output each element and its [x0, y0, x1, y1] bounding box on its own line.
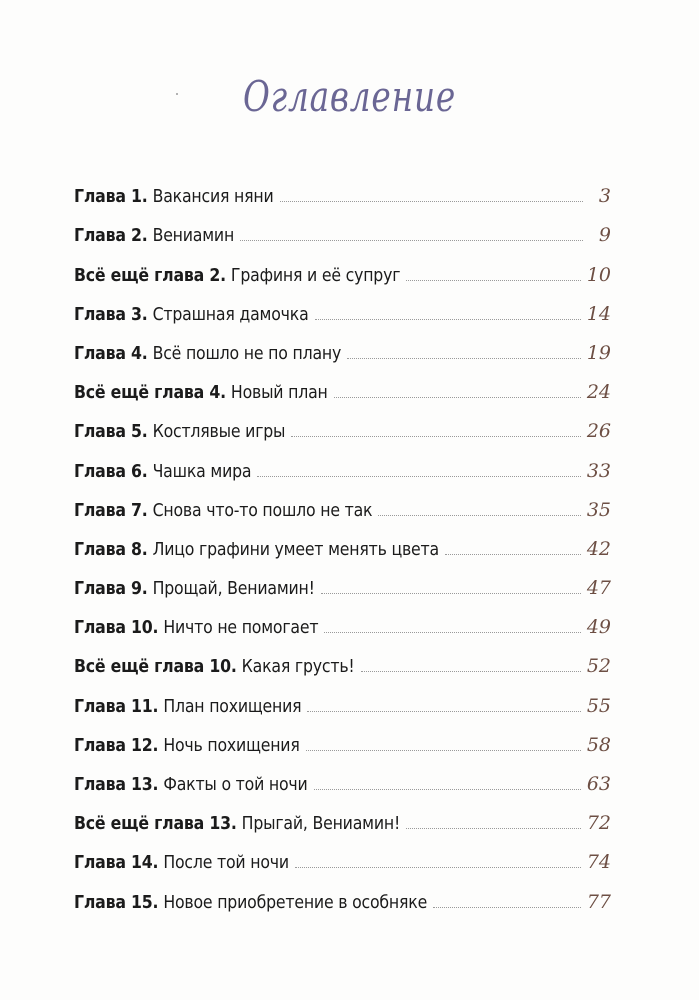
chapter-label: Глава 11.: [74, 696, 159, 717]
toc-entry: [74, 403, 611, 442]
toc-entry: [74, 638, 611, 677]
table-of-contents: [74, 168, 611, 913]
page-number: 9: [598, 224, 611, 247]
chapter-label: Глава 2.: [74, 226, 148, 247]
chapter-title: План похищения: [163, 696, 302, 717]
dot-leader: [347, 358, 581, 359]
toc-entry: [74, 325, 611, 364]
chapter-label: Глава 14.: [74, 853, 159, 874]
toc-entry: [74, 795, 611, 834]
toc-entry: [74, 521, 611, 560]
toc-entry: [74, 364, 611, 403]
chapter-label: Глава 10.: [74, 618, 159, 639]
page-number: 49: [586, 616, 611, 639]
page-number: 42: [586, 537, 611, 560]
page-number: 58: [586, 733, 611, 756]
chapter-title: Какая грусть!: [241, 657, 355, 678]
chapter-label: Всё ещё глава 10.: [74, 657, 237, 678]
chapter-title: Вениамин: [152, 226, 235, 247]
chapter-title: Прыгай, Вениамин!: [241, 814, 401, 835]
chapter-title: Страшная дамочка: [152, 304, 309, 325]
dot-leader: [433, 907, 581, 908]
toc-entry: [74, 246, 611, 285]
page-number: 74: [586, 851, 611, 874]
chapter-label: Глава 12.: [74, 735, 159, 756]
chapter-title: После той ночи: [163, 853, 289, 874]
chapter-title: Костлявые игры: [152, 422, 286, 443]
chapter-label: Глава 8.: [74, 539, 148, 560]
toc-entry: [74, 717, 611, 756]
chapter-label: Глава 13.: [74, 775, 159, 795]
toc-entry: [74, 560, 611, 599]
toc-entry: [74, 873, 611, 912]
page-number: 24: [586, 381, 611, 404]
toc-entry: [74, 286, 611, 325]
page-number: 33: [586, 459, 611, 482]
dot-leader: [334, 397, 581, 398]
dot-leader: [240, 240, 583, 241]
page-number: 35: [586, 498, 611, 521]
dot-leader: [361, 671, 581, 672]
chapter-title: Графиня и её супруг: [230, 265, 401, 286]
page-title: Оглавление: [243, 72, 456, 121]
page-number: 52: [586, 655, 611, 678]
chapter-title: Факты о той ночи: [163, 775, 308, 795]
chapter-title: Всё пошло не по плану: [152, 343, 342, 364]
dot-leader: [406, 280, 581, 281]
dot-leader: [406, 828, 581, 829]
toc-entry: [74, 442, 611, 481]
dot-leader: [306, 750, 581, 751]
page-number: 77: [586, 890, 611, 913]
page-number: 47: [586, 577, 611, 600]
dot-leader: [257, 476, 580, 477]
toc-entry: [74, 756, 611, 795]
chapter-title: Чашка мира: [152, 461, 252, 482]
chapter-title: Снова что-то пошло не так: [152, 500, 373, 521]
chapter-label: Всё ещё глава 4.: [74, 383, 226, 404]
toc-entry: [74, 207, 611, 246]
dot-leader: [291, 436, 581, 437]
page-number: 10: [586, 263, 611, 286]
toc-entry: [74, 168, 611, 207]
chapter-label: Глава 9.: [74, 579, 148, 600]
page-number: 19: [586, 341, 611, 364]
chapter-label: Глава 4.: [74, 343, 148, 364]
chapter-title: Ничто не помогает: [163, 618, 319, 639]
chapter-label: Глава 3.: [74, 304, 148, 325]
page-number: 72: [586, 812, 611, 835]
chapter-title: Новое приобретение в особняке: [163, 892, 428, 913]
chapter-label: Глава 15.: [74, 892, 159, 913]
page-number: 63: [586, 773, 611, 795]
chapter-label: Глава 6.: [74, 461, 148, 482]
chapter-label: Глава 1.: [74, 187, 148, 208]
chapter-label: Глава 7.: [74, 500, 148, 521]
page-number: 26: [586, 420, 611, 443]
chapter-label: Всё ещё глава 13.: [74, 814, 237, 835]
dot-leader: [445, 554, 581, 555]
chapter-title: Вакансия няни: [152, 187, 274, 208]
dot-leader: [324, 632, 580, 633]
page-number: 14: [586, 302, 611, 325]
chapter-title: Прощай, Вениамин!: [152, 579, 315, 600]
chapter-label: Всё ещё глава 2.: [74, 265, 226, 286]
chapter-title: Новый план: [230, 383, 328, 404]
chapter-title: Лицо графини умеет менять цвета: [152, 539, 439, 560]
page-number: 3: [598, 185, 611, 208]
chapter-title: Ночь похищения: [163, 735, 300, 756]
toc-entry: [74, 482, 611, 521]
dot-leader: [280, 201, 583, 202]
dot-leader: [378, 515, 580, 516]
dot-leader: [321, 593, 581, 594]
page-number: 55: [586, 694, 611, 717]
toc-entry: [74, 677, 611, 716]
dot-leader: [314, 789, 581, 790]
dot-leader: [295, 867, 581, 868]
dot-leader: [307, 711, 580, 712]
dot-leader: [315, 319, 581, 320]
toc-entry: [74, 599, 611, 638]
toc-entry: [74, 834, 611, 873]
chapter-label: Глава 5.: [74, 422, 148, 443]
